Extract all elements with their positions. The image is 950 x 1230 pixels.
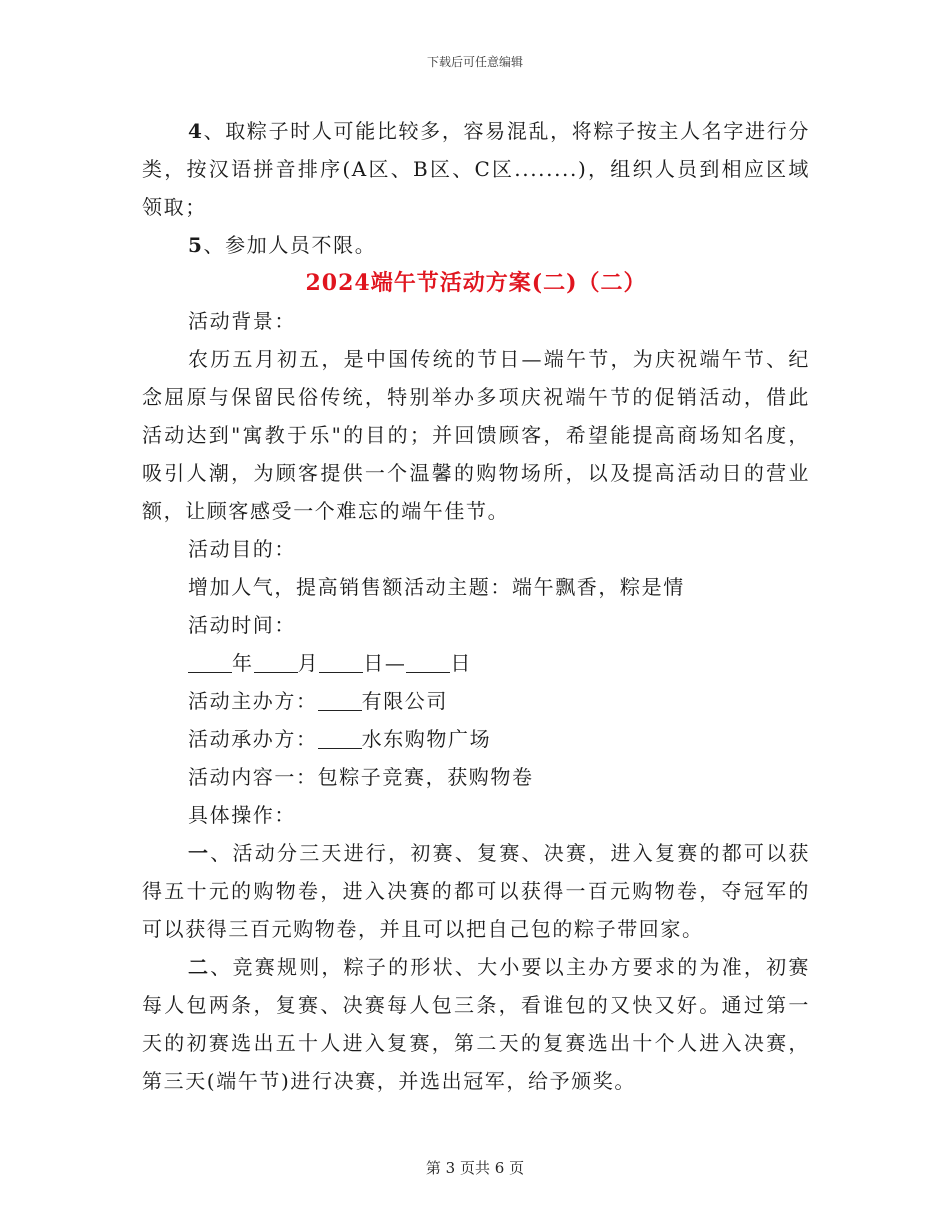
document-body [142,112,810,1100]
list-item-5 [142,226,810,264]
item-number: 5 [188,233,204,257]
content-one: 活动内容一：包粽子竞赛，获购物卷 [188,765,534,789]
operation-item-2 [142,948,810,1100]
blank-line [319,652,363,673]
organizer-value: 有限公司 [361,689,449,713]
organizer-label: 活动主办方： [188,689,318,713]
purpose-text: 增加人气，提高销售额活动主题：端午飘香，粽是情 [188,575,685,599]
operation-label: 具体操作： [188,803,296,827]
blank-line [188,652,232,673]
background-label: 活动背景： [188,309,296,333]
operation-item-1 [142,834,810,948]
list-item-4 [142,112,810,226]
date-year: 年 [232,651,254,675]
blank-line [318,728,362,749]
section-title: 2024端午节活动方案(二)（二） [305,270,647,296]
item-number: 4 [188,119,204,143]
date-day: 日— [363,651,407,675]
purpose-label: 活动目的： [188,537,296,561]
co-organizer-value: 水东购物广场 [361,727,492,751]
blank-line [254,652,298,673]
background-text: 农历五月初五，是中国传统的节日—端午节，为庆祝端午节、纪念屈原与保留民俗传统，特别举办多项庆祝端午节的促销活动，借此活动达到"寓教于乐"的目的；并回馈顾客，希望能提高商场知名度，吸引人潮，为顾客提供一个温馨的购物场所，以及提高活动日的营业额，让顾客感受一个难忘的端午佳节。 [142,347,810,523]
date-month: 月 [297,651,320,675]
item-number: 一 [188,841,211,865]
page-footer: 第 3 页共 6 页 [425,1159,525,1177]
item-text: 、取粽子时人可能比较多，容易混乱，将粽子按主人名字进行分类，按汉语拼音排序(A区、B区、C区........)，组织人员到相应区域领取； [142,119,810,219]
item-text: 、活动分三天进行，初赛、复赛、决赛，进入复赛的都可以获得五十元的购物卷，进入决赛的都可以获得一百元购物卷，夺冠军的可以获得三百元购物卷，并且可以把自己包的粽子带回家。 [142,841,811,941]
organizer-line [142,682,810,720]
blank-line [406,652,450,673]
date-day-end: 日 [450,651,473,675]
page-header: 下载后可任意编辑 [426,55,523,69]
date-line [142,644,810,682]
item-number: 二 [188,955,211,979]
item-text: 、参加人员不限。 [203,233,377,257]
co-organizer-label: 活动承办方： [188,727,318,751]
blank-line [318,690,362,711]
time-label: 活动时间： [188,613,296,637]
co-organizer-line [142,720,810,758]
item-text: 、竞赛规则，粽子的形状、大小要以主办方要求的为准，初赛每人包两条，复赛、决赛每人包三条，看谁包的又快又好。通过第一天的初赛选出五十人进入复赛，第二天的复赛选出十个人进入决赛，第三天(端午节)进行决赛，并选出冠军，给予颁奖。 [142,955,811,1093]
